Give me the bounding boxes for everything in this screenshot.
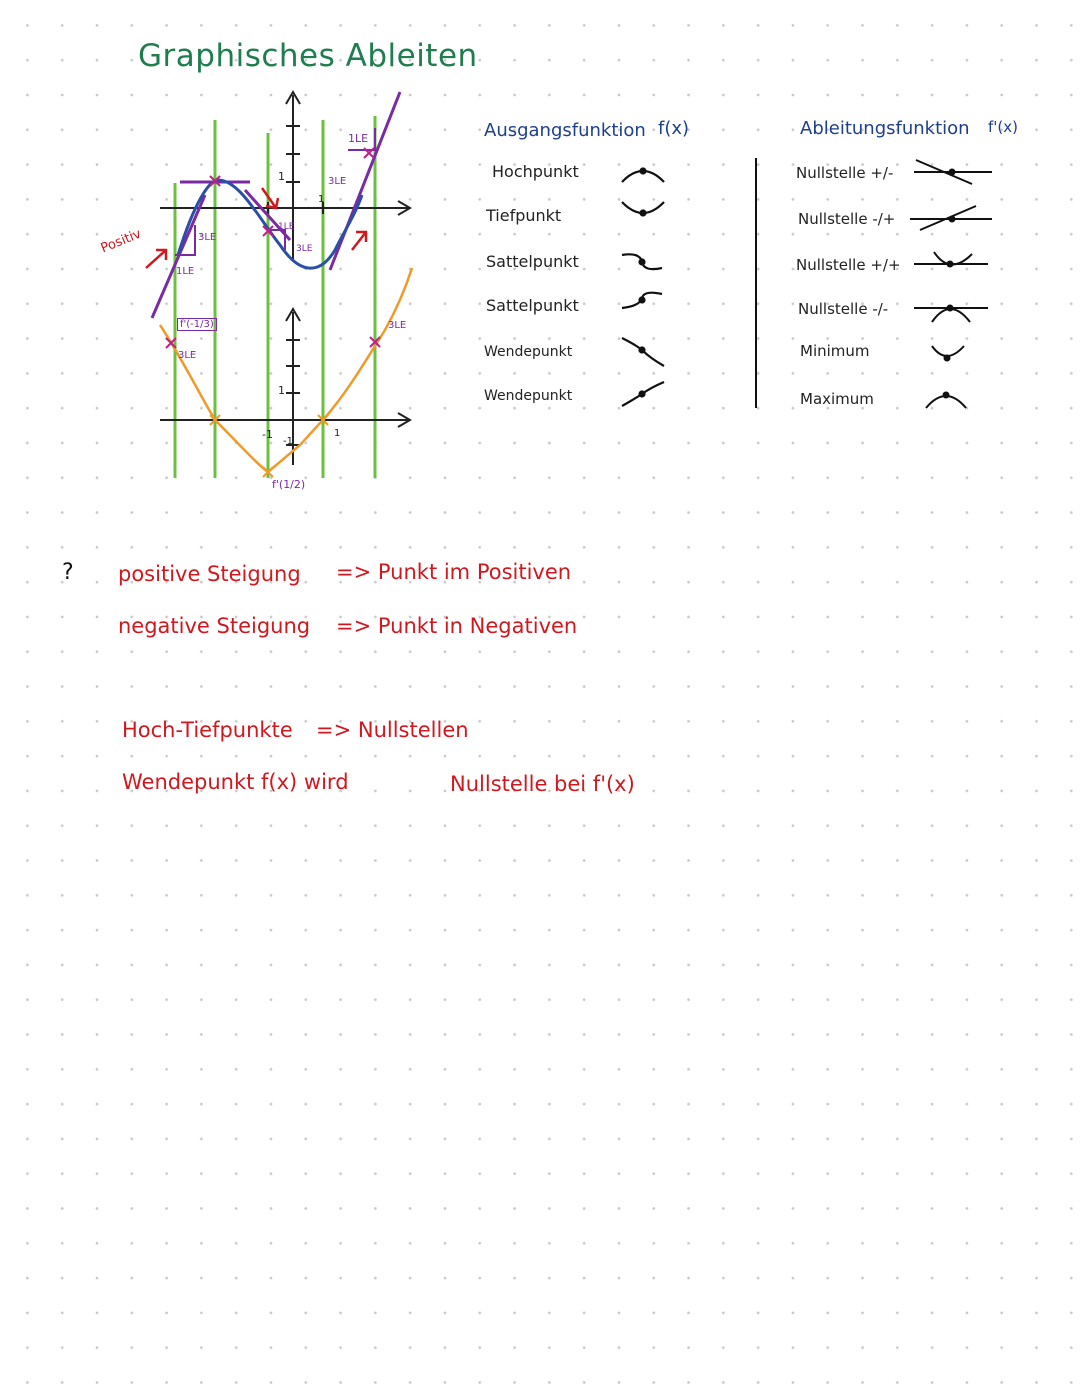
- left-item-wendepunkt-1: Wendepunkt: [484, 344, 573, 360]
- note-line4-b: Nullstelle bei f'(x): [450, 772, 635, 796]
- left-item-sattelpunkt-1: Sattelpunkt: [486, 252, 579, 271]
- note-line1-a: positive Steigung: [118, 562, 301, 586]
- axis-tick-label: 1: [334, 428, 341, 439]
- left-table-header: Ausgangsfunktion: [484, 120, 646, 141]
- slope-label: 3LE: [328, 176, 347, 187]
- right-table-header: Ableitungsfunktion: [800, 118, 970, 139]
- right-item-maximum: Maximum: [800, 390, 874, 408]
- positive-label: Positiv: [98, 226, 144, 257]
- slope-label: 1LE: [278, 222, 295, 232]
- note-line2-a: negative Steigung: [118, 614, 311, 638]
- note-line3-a: Hoch-Tiefpunkte: [122, 718, 293, 742]
- axis-tick-label: -1: [262, 428, 273, 441]
- axis-tick-label: 1: [278, 170, 285, 183]
- note-line2-b: => Punkt in Negativen: [336, 614, 578, 638]
- note-line4-a: Wendepunkt f(x) wird: [122, 770, 349, 794]
- derivative-point-label: f'(1/2): [272, 478, 306, 491]
- note-marker: ?: [62, 560, 74, 585]
- slope-label: 1LE: [348, 132, 369, 145]
- axis-tick-label: -1: [283, 436, 293, 447]
- right-item-4: Nullstelle -/-: [798, 300, 889, 318]
- derivative-point-label: f'(-1/3): [177, 318, 217, 331]
- right-table-fprime: f'(x): [988, 118, 1018, 136]
- axis-tick-label: 1: [318, 194, 325, 205]
- note-line1-b: => Punkt im Positiven: [336, 560, 572, 584]
- right-item-1: Nullstelle +/-: [796, 164, 894, 182]
- slope-label: 3LE: [296, 244, 313, 254]
- page-title: Graphisches Ableiten: [138, 38, 478, 74]
- note-line3-b: => Nullstellen: [316, 718, 469, 742]
- slope-label: 3LE: [388, 320, 407, 331]
- slope-label: 3LE: [178, 350, 197, 361]
- left-item-hochpunkt: Hochpunkt: [492, 162, 579, 181]
- left-item-sattelpunkt-2: Sattelpunkt: [486, 296, 579, 315]
- slope-label: 1LE: [176, 266, 195, 277]
- left-table-fx: f(x): [658, 118, 690, 139]
- right-item-3: Nullstelle +/+: [796, 256, 901, 274]
- slope-label: 3LE: [198, 232, 217, 243]
- left-item-tiefpunkt: Tiefpunkt: [486, 206, 562, 225]
- right-item-minimum: Minimum: [800, 342, 870, 360]
- left-item-wendepunkt-2: Wendepunkt: [484, 388, 573, 404]
- axis-tick-label: 1: [278, 384, 285, 397]
- right-item-2: Nullstelle -/+: [798, 210, 896, 228]
